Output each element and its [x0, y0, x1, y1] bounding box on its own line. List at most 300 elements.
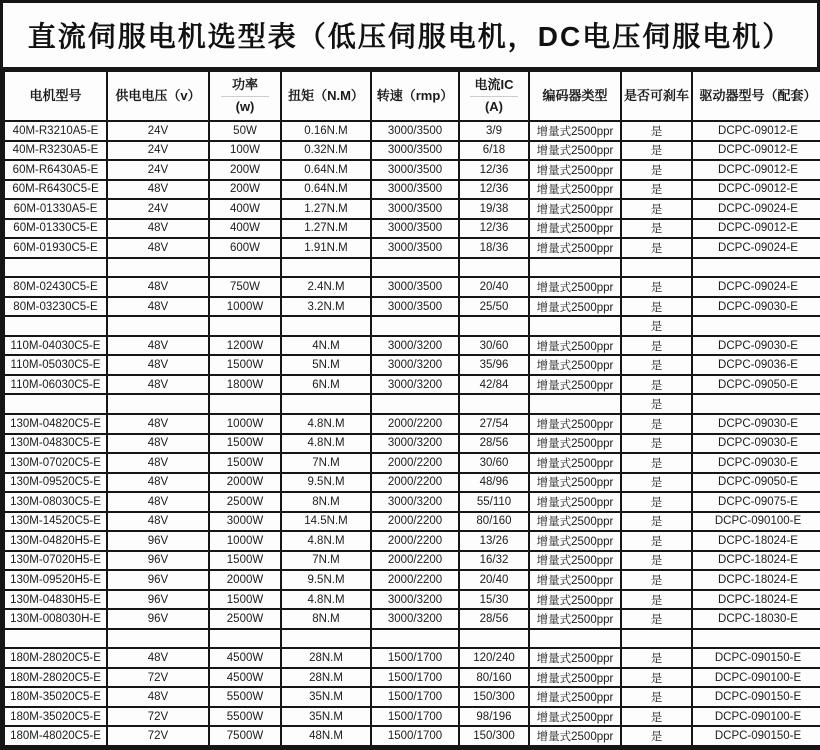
table-cell: 增量式2500ppr	[529, 668, 621, 688]
table-cell: DCPC-09012-E	[692, 121, 820, 141]
table-cell: 24V	[107, 160, 209, 180]
table-cell: 130M-09520C5-E	[4, 473, 107, 493]
table-cell: 1500W	[209, 590, 281, 610]
table-cell: 110M-05030C5-E	[4, 355, 107, 375]
table-cell: 5500W	[209, 687, 281, 707]
table-cell: 是	[621, 238, 692, 258]
table-cell	[107, 316, 209, 336]
table-cell: 是	[621, 121, 692, 141]
column-header-6	[459, 71, 529, 121]
table-cell: 3000/3200	[371, 609, 459, 629]
column-header-label: 功率	[231, 77, 258, 93]
table-cell: 增量式2500ppr	[529, 414, 621, 434]
table-cell: 130M-14520C5-E	[4, 512, 107, 532]
table-cell: 是	[621, 394, 692, 414]
page-title: 直流伺服电机选型表（低压伺服电机，DC电压伺服电机）	[3, 3, 817, 70]
table-cell: 8N.M	[281, 492, 371, 512]
table-row	[4, 590, 820, 610]
table-cell: 1200W	[209, 336, 281, 356]
column-header-3	[209, 71, 281, 121]
table-cell: 18/36	[459, 238, 529, 258]
table-cell: 3000/3500	[371, 199, 459, 219]
table-cell: 是	[621, 199, 692, 219]
table-cell: 600W	[209, 238, 281, 258]
table-cell: 2500W	[209, 492, 281, 512]
table-cell: 是	[621, 336, 692, 356]
table-cell: DCPC-18024-E	[692, 551, 820, 571]
table-cell	[371, 258, 459, 278]
table-row	[4, 453, 820, 473]
table-cell: 2000/2200	[371, 512, 459, 532]
table-cell: 48V	[107, 180, 209, 200]
table-cell: 16/32	[459, 551, 529, 571]
table-cell: DCPC-090150-E	[692, 726, 820, 746]
table-cell: 2000W	[209, 473, 281, 493]
table-cell: 5500W	[209, 707, 281, 727]
table-row	[4, 297, 820, 317]
table-cell: 0.32N.M	[281, 141, 371, 161]
table-cell: 6N.M	[281, 375, 371, 395]
table-cell	[459, 258, 529, 278]
table-cell: DCPC-18024-E	[692, 570, 820, 590]
table-row	[4, 277, 820, 297]
table-body	[4, 121, 820, 746]
table-cell: 96V	[107, 590, 209, 610]
table-cell: 48V	[107, 355, 209, 375]
table-cell: 35N.M	[281, 687, 371, 707]
table-cell: 4N.M	[281, 336, 371, 356]
table-cell: 60M-R6430C5-E	[4, 180, 107, 200]
table-cell: 96V	[107, 531, 209, 551]
table-cell: 180M-35020C5-E	[4, 707, 107, 727]
table-cell: DCPC-09036-E	[692, 355, 820, 375]
table-cell	[529, 316, 621, 336]
table-cell: 是	[621, 453, 692, 473]
table-row	[4, 180, 820, 200]
table-cell: 40M-R3210A5-E	[4, 121, 107, 141]
table-row	[4, 434, 820, 454]
column-header-5	[371, 71, 459, 121]
table-cell: 是	[621, 609, 692, 629]
table-cell: 增量式2500ppr	[529, 453, 621, 473]
table-cell: 130M-04820H5-E	[4, 531, 107, 551]
table-cell	[459, 316, 529, 336]
table-cell: 是	[621, 512, 692, 532]
table-cell: 1500/1700	[371, 668, 459, 688]
table-cell: 72V	[107, 707, 209, 727]
table-cell: 20/40	[459, 570, 529, 590]
table-cell	[692, 316, 820, 336]
table-row	[4, 551, 820, 571]
table-cell: 增量式2500ppr	[529, 219, 621, 239]
table-cell: 1500/1700	[371, 726, 459, 746]
column-header-label: 驱动器型号（配套）	[699, 87, 817, 103]
table-cell: 96V	[107, 570, 209, 590]
table-cell: 是	[621, 297, 692, 317]
table-row	[4, 316, 820, 336]
table-cell: 110M-04030C5-E	[4, 336, 107, 356]
table-cell: 48V	[107, 687, 209, 707]
table-row	[4, 609, 820, 629]
table-cell: 35/96	[459, 355, 529, 375]
table-cell: 3000W	[209, 512, 281, 532]
table-cell: 2000/2200	[371, 531, 459, 551]
table-cell: 42/84	[459, 375, 529, 395]
table-cell: 增量式2500ppr	[529, 180, 621, 200]
table-cell: 增量式2500ppr	[529, 121, 621, 141]
table-cell: 4.8N.M	[281, 434, 371, 454]
table-cell: 增量式2500ppr	[529, 707, 621, 727]
table-cell: 5N.M	[281, 355, 371, 375]
column-header-7	[529, 71, 621, 121]
table-cell: 3000/3500	[371, 180, 459, 200]
table-cell: 3000/3200	[371, 375, 459, 395]
table-cell	[4, 258, 107, 278]
table-cell: 是	[621, 551, 692, 571]
table-cell: 增量式2500ppr	[529, 160, 621, 180]
table-row	[4, 570, 820, 590]
table-cell: 6/18	[459, 141, 529, 161]
table-cell: 98/196	[459, 707, 529, 727]
table-cell: DCPC-18024-E	[692, 531, 820, 551]
table-cell: 48V	[107, 492, 209, 512]
table-cell: 是	[621, 492, 692, 512]
table-cell: 增量式2500ppr	[529, 512, 621, 532]
table-cell: 2000/2200	[371, 414, 459, 434]
table-cell: 3000/3500	[371, 160, 459, 180]
table-cell: 96V	[107, 551, 209, 571]
table-cell: 增量式2500ppr	[529, 141, 621, 161]
table-cell: 4.8N.M	[281, 590, 371, 610]
table-cell	[621, 629, 692, 649]
table-cell: DCPC-09024-E	[692, 199, 820, 219]
table-row	[4, 648, 820, 668]
table-cell: DCPC-09024-E	[692, 238, 820, 258]
table-cell: 25/50	[459, 297, 529, 317]
table-cell: 96V	[107, 609, 209, 629]
table-cell: 400W	[209, 219, 281, 239]
table-cell: 增量式2500ppr	[529, 590, 621, 610]
column-header-4	[281, 71, 371, 121]
table-cell: 60M-01930C5-E	[4, 238, 107, 258]
table-cell: DCPC-09030-E	[692, 434, 820, 454]
table-cell: 48V	[107, 375, 209, 395]
table-cell: 2000W	[209, 570, 281, 590]
motor-table	[3, 70, 820, 747]
table-cell: 增量式2500ppr	[529, 726, 621, 746]
table-cell: 7N.M	[281, 551, 371, 571]
table-cell: 24V	[107, 141, 209, 161]
column-header-unit: (w)	[235, 98, 255, 114]
table-cell: 15/30	[459, 590, 529, 610]
table-cell: 1000W	[209, 297, 281, 317]
table-cell: DCPC-09012-E	[692, 180, 820, 200]
table-row	[4, 687, 820, 707]
table-cell: 是	[621, 414, 692, 434]
table-cell: 2000/2200	[371, 473, 459, 493]
table-cell: 1000W	[209, 531, 281, 551]
table-cell: 3000/3200	[371, 434, 459, 454]
table-row	[4, 160, 820, 180]
table-cell: DCPC-18030-E	[692, 609, 820, 629]
table-cell: 60M-01330C5-E	[4, 219, 107, 239]
table-row	[4, 726, 820, 746]
table-cell	[529, 629, 621, 649]
table-cell: 1500W	[209, 551, 281, 571]
table-cell: 增量式2500ppr	[529, 355, 621, 375]
table-cell: 是	[621, 531, 692, 551]
table-cell: 180M-35020C5-E	[4, 687, 107, 707]
table-cell: 是	[621, 277, 692, 297]
table-cell: 增量式2500ppr	[529, 473, 621, 493]
table-cell	[692, 629, 820, 649]
table-row	[4, 375, 820, 395]
table-cell: 80/160	[459, 668, 529, 688]
table-cell: 72V	[107, 726, 209, 746]
table-cell: 48V	[107, 297, 209, 317]
table-cell: 1000W	[209, 414, 281, 434]
table-cell: 是	[621, 570, 692, 590]
table-cell: 12/36	[459, 160, 529, 180]
table-cell: 增量式2500ppr	[529, 687, 621, 707]
table-cell: 100W	[209, 141, 281, 161]
table-cell: 1800W	[209, 375, 281, 395]
table-cell: DCPC-09050-E	[692, 375, 820, 395]
header-unit-divider	[221, 96, 270, 97]
table-cell: 是	[621, 141, 692, 161]
table-cell: 60M-R6430A5-E	[4, 160, 107, 180]
table-cell: 1.91N.M	[281, 238, 371, 258]
table-cell: 130M-04830C5-E	[4, 434, 107, 454]
table-cell	[371, 316, 459, 336]
table-cell: 3000/3500	[371, 121, 459, 141]
table-cell: 2500W	[209, 609, 281, 629]
table-cell: 增量式2500ppr	[529, 199, 621, 219]
table-cell: 48V	[107, 219, 209, 239]
table-cell	[281, 258, 371, 278]
header-row	[4, 71, 820, 121]
table-cell: 80/160	[459, 512, 529, 532]
table-cell: 3000/3500	[371, 238, 459, 258]
table-cell: 1.27N.M	[281, 199, 371, 219]
table-cell: 增量式2500ppr	[529, 434, 621, 454]
table-cell: 是	[621, 668, 692, 688]
table-cell: 2000/2200	[371, 551, 459, 571]
table-cell: 2000/2200	[371, 570, 459, 590]
table-cell: 2.4N.M	[281, 277, 371, 297]
table-cell	[4, 316, 107, 336]
table-cell: DCPC-090150-E	[692, 687, 820, 707]
column-header-label: 扭矩（N.M）	[288, 87, 364, 103]
column-header-8	[621, 71, 692, 121]
table-cell: 3000/3200	[371, 590, 459, 610]
table-row	[4, 394, 820, 414]
table-row	[4, 531, 820, 551]
table-cell: 130M-07020H5-E	[4, 551, 107, 571]
table-cell: 增量式2500ppr	[529, 297, 621, 317]
header-unit-divider	[470, 96, 518, 97]
table-cell: 28/56	[459, 609, 529, 629]
table-cell: 3000/3500	[371, 277, 459, 297]
table-cell: 7500W	[209, 726, 281, 746]
table-cell	[692, 394, 820, 414]
table-cell: 增量式2500ppr	[529, 375, 621, 395]
table-cell: DCPC-090100-E	[692, 707, 820, 727]
table-cell: 130M-04820C5-E	[4, 414, 107, 434]
table-cell: 3000/3200	[371, 336, 459, 356]
table-cell	[107, 629, 209, 649]
table-cell: 增量式2500ppr	[529, 531, 621, 551]
table-cell: 48V	[107, 277, 209, 297]
table-cell: 48V	[107, 648, 209, 668]
table-cell: 130M-04830H5-E	[4, 590, 107, 610]
table-cell	[281, 629, 371, 649]
table-cell: 4500W	[209, 668, 281, 688]
table-cell	[107, 258, 209, 278]
table-cell: 3000/3500	[371, 219, 459, 239]
table-cell: 200W	[209, 160, 281, 180]
table-row	[4, 512, 820, 532]
table-cell: DCPC-18024-E	[692, 590, 820, 610]
table-cell: 是	[621, 219, 692, 239]
table-cell: 1500/1700	[371, 707, 459, 727]
table-cell: DCPC-09012-E	[692, 219, 820, 239]
table-cell	[529, 394, 621, 414]
table-cell	[4, 629, 107, 649]
table-cell: 28N.M	[281, 648, 371, 668]
table-cell: 增量式2500ppr	[529, 492, 621, 512]
table-row	[4, 219, 820, 239]
table-cell: 0.16N.M	[281, 121, 371, 141]
table-cell: 4.8N.M	[281, 414, 371, 434]
table-cell: 110M-06030C5-E	[4, 375, 107, 395]
table-cell	[529, 258, 621, 278]
table-cell	[209, 394, 281, 414]
table-cell: 增量式2500ppr	[529, 570, 621, 590]
table-row	[4, 258, 820, 278]
table-cell: 130M-08030C5-E	[4, 492, 107, 512]
table-cell: 130M-07020C5-E	[4, 453, 107, 473]
table-cell: 24V	[107, 199, 209, 219]
table-cell: DCPC-09075-E	[692, 492, 820, 512]
table-cell: 60M-01330A5-E	[4, 199, 107, 219]
table-cell: 24V	[107, 121, 209, 141]
table-cell: 是	[621, 160, 692, 180]
column-header-label: 电流IC	[474, 77, 514, 93]
table-cell: 1500W	[209, 434, 281, 454]
table-row	[4, 492, 820, 512]
table-cell: 4500W	[209, 648, 281, 668]
table-row	[4, 707, 820, 727]
table-cell: 增量式2500ppr	[529, 336, 621, 356]
table-cell: 13/26	[459, 531, 529, 551]
table-cell: 27/54	[459, 414, 529, 434]
table-cell: 是	[621, 316, 692, 336]
table-cell: DCPC-09012-E	[692, 141, 820, 161]
table-cell	[209, 629, 281, 649]
table-cell: DCPC-09012-E	[692, 160, 820, 180]
table-cell: 120/240	[459, 648, 529, 668]
column-header-1	[4, 71, 107, 121]
table-cell: 增量式2500ppr	[529, 277, 621, 297]
table-cell: 150/300	[459, 726, 529, 746]
table-cell: 48N.M	[281, 726, 371, 746]
table-cell: 9.5N.M	[281, 570, 371, 590]
table-cell: 20/40	[459, 277, 529, 297]
table-cell: 28N.M	[281, 668, 371, 688]
table-cell: 28/56	[459, 434, 529, 454]
table-cell: 48V	[107, 453, 209, 473]
table-cell: 48V	[107, 238, 209, 258]
table-cell: 3000/3200	[371, 355, 459, 375]
table-row	[4, 238, 820, 258]
table-row	[4, 199, 820, 219]
table-cell: 是	[621, 473, 692, 493]
table-cell: 30/60	[459, 336, 529, 356]
column-header-label: 供电电压（v）	[115, 87, 201, 103]
table-cell: 130M-09520H5-E	[4, 570, 107, 590]
table-cell: 9.5N.M	[281, 473, 371, 493]
table-cell	[281, 316, 371, 336]
column-header-label: 电机型号	[29, 87, 82, 103]
table-cell: 2000/2200	[371, 453, 459, 473]
table-cell	[459, 629, 529, 649]
table-row	[4, 473, 820, 493]
column-header-label: 编码器类型	[542, 87, 608, 103]
table-cell: 80M-03230C5-E	[4, 297, 107, 317]
table-cell: 3000/3500	[371, 141, 459, 161]
table-cell	[371, 629, 459, 649]
table-cell: 35N.M	[281, 707, 371, 727]
table-cell	[459, 394, 529, 414]
table-cell: 4.8N.M	[281, 531, 371, 551]
column-header-9	[692, 71, 820, 121]
table-row	[4, 629, 820, 649]
table-cell: DCPC-09050-E	[692, 473, 820, 493]
table-row	[4, 336, 820, 356]
table-cell: 72V	[107, 668, 209, 688]
table-cell: 750W	[209, 277, 281, 297]
table-cell: 增量式2500ppr	[529, 609, 621, 629]
table-cell: 1500W	[209, 453, 281, 473]
table-cell: 是	[621, 355, 692, 375]
table-cell: 是	[621, 707, 692, 727]
table-cell	[371, 394, 459, 414]
table-cell: 是	[621, 726, 692, 746]
table-cell: 40M-R3230A5-E	[4, 141, 107, 161]
table-cell: 1500/1700	[371, 687, 459, 707]
table-cell: 增量式2500ppr	[529, 648, 621, 668]
table-cell: 0.64N.M	[281, 180, 371, 200]
table-cell: 3/9	[459, 121, 529, 141]
table-cell: 50W	[209, 121, 281, 141]
table-cell	[281, 394, 371, 414]
table-cell: 48V	[107, 473, 209, 493]
table-cell: 是	[621, 590, 692, 610]
table-cell: 7N.M	[281, 453, 371, 473]
table-row	[4, 141, 820, 161]
table-cell: 12/36	[459, 219, 529, 239]
table-cell	[209, 258, 281, 278]
table-cell: 是	[621, 180, 692, 200]
table-cell: 180M-28020C5-E	[4, 668, 107, 688]
table-cell: 12/36	[459, 180, 529, 200]
table-cell: DCPC-09030-E	[692, 414, 820, 434]
table-row	[4, 414, 820, 434]
column-header-label: 转速（rmp）	[376, 87, 454, 103]
table-cell: 0.64N.M	[281, 160, 371, 180]
table-cell: 3000/3500	[371, 297, 459, 317]
